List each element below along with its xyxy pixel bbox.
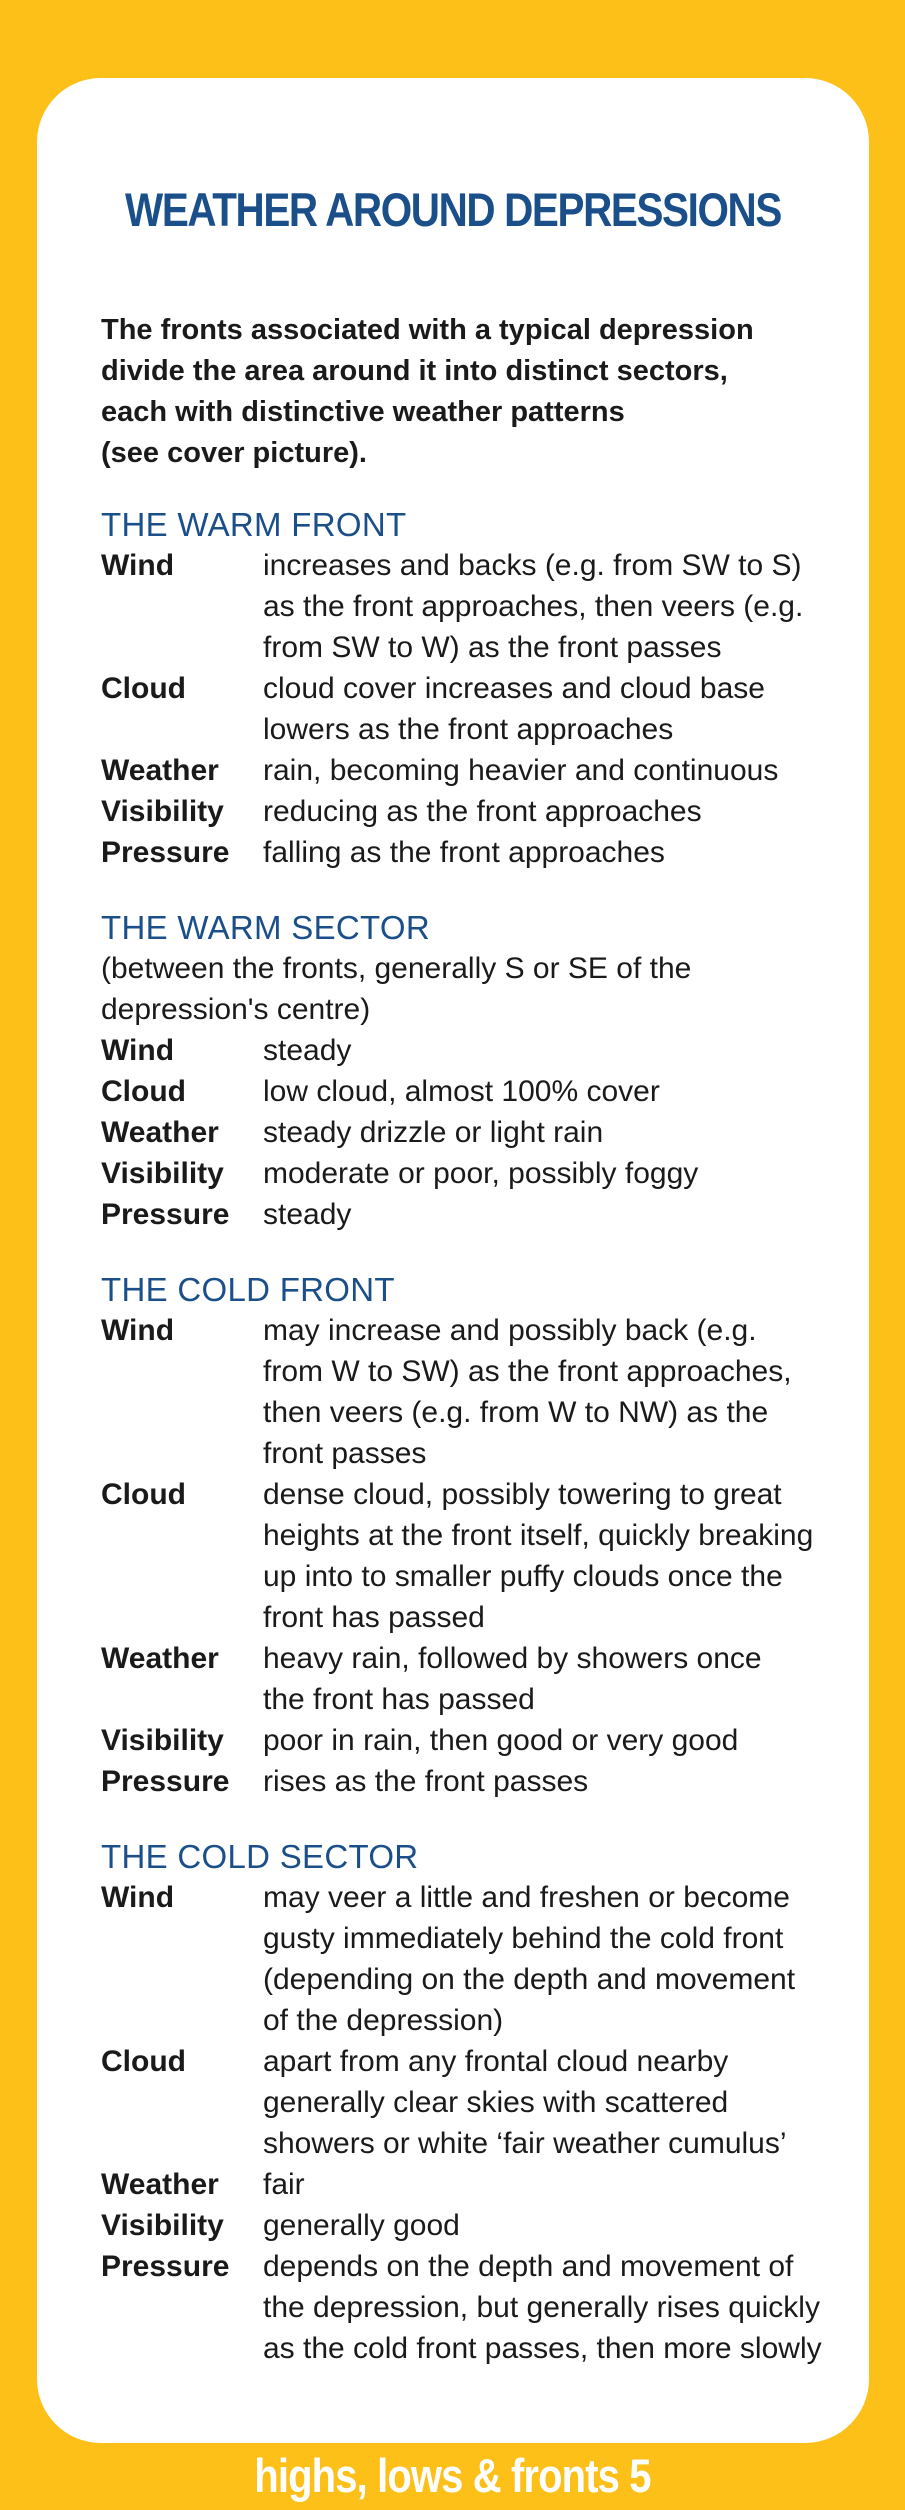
row-pressure bbox=[101, 1761, 891, 1802]
row-label: Wind bbox=[101, 549, 175, 582]
row-label: Weather bbox=[101, 1642, 219, 1675]
row-value: cloud cover increases and cloud base lowers as the front approaches bbox=[263, 672, 765, 746]
row-label: Pressure bbox=[101, 1198, 230, 1231]
content-card bbox=[37, 78, 869, 2443]
row-label: Weather bbox=[101, 754, 219, 787]
section-heading: THE COLD SECTOR bbox=[101, 1838, 419, 1875]
row-wind bbox=[101, 545, 891, 668]
row-label: Visibility bbox=[101, 1724, 224, 1757]
row-value: may veer a little and freshen or become gusty immediately behind the cold front (depending on the depth and movement of the depression) bbox=[263, 1881, 796, 2037]
row-value: poor in rain, then good or very good bbox=[263, 1724, 739, 1757]
row-label: Pressure bbox=[101, 836, 230, 869]
row-value: depends on the depth and movement of the depression, but generally rises quickly as the cold front passes, then more slowly bbox=[263, 2250, 822, 2365]
row-value: may increase and possibly back (e.g. from W to SW) as the front approaches, then veers (e.g. from W to NW) as the front passes bbox=[263, 1314, 792, 1470]
row-cloud bbox=[101, 1071, 891, 1112]
row-value: rain, becoming heavier and continuous bbox=[263, 754, 779, 787]
page-title: WEATHER AROUND DEPRESSIONS bbox=[125, 183, 781, 236]
row-wind bbox=[101, 1310, 891, 1474]
row-visibility bbox=[101, 1153, 891, 1194]
row-value: falling as the front approaches bbox=[263, 836, 665, 869]
row-label: Cloud bbox=[101, 1478, 186, 1511]
row-label: Cloud bbox=[101, 2045, 186, 2078]
row-wind bbox=[101, 1030, 891, 1071]
row-value: steady bbox=[263, 1198, 352, 1231]
content bbox=[101, 310, 891, 2403]
row-pressure bbox=[101, 2246, 891, 2369]
row-value: moderate or poor, possibly foggy bbox=[263, 1157, 699, 1190]
row-label: Visibility bbox=[101, 795, 224, 828]
row-weather bbox=[101, 2164, 891, 2205]
row-cloud bbox=[101, 668, 891, 750]
row-label: Weather bbox=[101, 1116, 219, 1149]
page-footer: highs, lows & fronts 5 bbox=[254, 2449, 651, 2502]
row-label: Visibility bbox=[101, 1157, 224, 1190]
row-value: fair bbox=[263, 2168, 305, 2201]
row-value: low cloud, almost 100% cover bbox=[263, 1075, 660, 1108]
intro-text: The fronts associated with a typical depression divide the area around it into distinct sectors, each with distinctive weather patterns (see cover picture). bbox=[101, 314, 754, 469]
row-weather bbox=[101, 1638, 891, 1720]
row-label: Wind bbox=[101, 1314, 175, 1347]
row-label: Wind bbox=[101, 1034, 175, 1067]
row-value: steady bbox=[263, 1034, 352, 1067]
row-label: Visibility bbox=[101, 2209, 224, 2242]
row-value: increases and backs (e.g. from SW to S) as the front approaches, then veers (e.g. from SW to W) as the front passes bbox=[263, 549, 804, 664]
row-visibility bbox=[101, 1720, 891, 1761]
row-value: apart from any frontal cloud nearby generally clear skies with scattered showers or white ‘fair weather cumulus’ bbox=[263, 2045, 787, 2160]
row-value: steady drizzle or light rain bbox=[263, 1116, 604, 1149]
row-visibility bbox=[101, 2205, 891, 2246]
row-cloud bbox=[101, 2041, 891, 2164]
section-warm-sector bbox=[101, 907, 891, 1235]
row-visibility bbox=[101, 791, 891, 832]
row-label: Weather bbox=[101, 2168, 219, 2201]
row-value: reducing as the front approaches bbox=[263, 795, 702, 828]
row-wind bbox=[101, 1877, 891, 2041]
row-pressure bbox=[101, 832, 891, 873]
row-cloud bbox=[101, 1474, 891, 1638]
section-cold-sector bbox=[101, 1836, 891, 2369]
row-label: Cloud bbox=[101, 1075, 186, 1108]
row-label: Pressure bbox=[101, 1765, 230, 1798]
section-heading: THE WARM FRONT bbox=[101, 506, 407, 543]
row-label: Pressure bbox=[101, 2250, 230, 2283]
row-value: rises as the front passes bbox=[263, 1765, 589, 1798]
row-label: Wind bbox=[101, 1881, 175, 1914]
section-heading: THE WARM SECTOR bbox=[101, 909, 431, 946]
row-pressure bbox=[101, 1194, 891, 1235]
section-note: (between the fronts, generally S or SE of the depression's centre) bbox=[101, 952, 692, 1026]
row-value: dense cloud, possibly towering to great heights at the front itself, quickly breaking up into to smaller puffy clouds once the front has passed bbox=[263, 1478, 814, 1634]
row-label: Cloud bbox=[101, 672, 186, 705]
row-value: heavy rain, followed by showers once the front has passed bbox=[263, 1642, 762, 1716]
section-heading: THE COLD FRONT bbox=[101, 1271, 395, 1308]
section-cold-front bbox=[101, 1269, 891, 1802]
section-warm-front bbox=[101, 504, 891, 873]
row-value: generally good bbox=[263, 2209, 460, 2242]
row-weather bbox=[101, 750, 891, 791]
row-weather bbox=[101, 1112, 891, 1153]
